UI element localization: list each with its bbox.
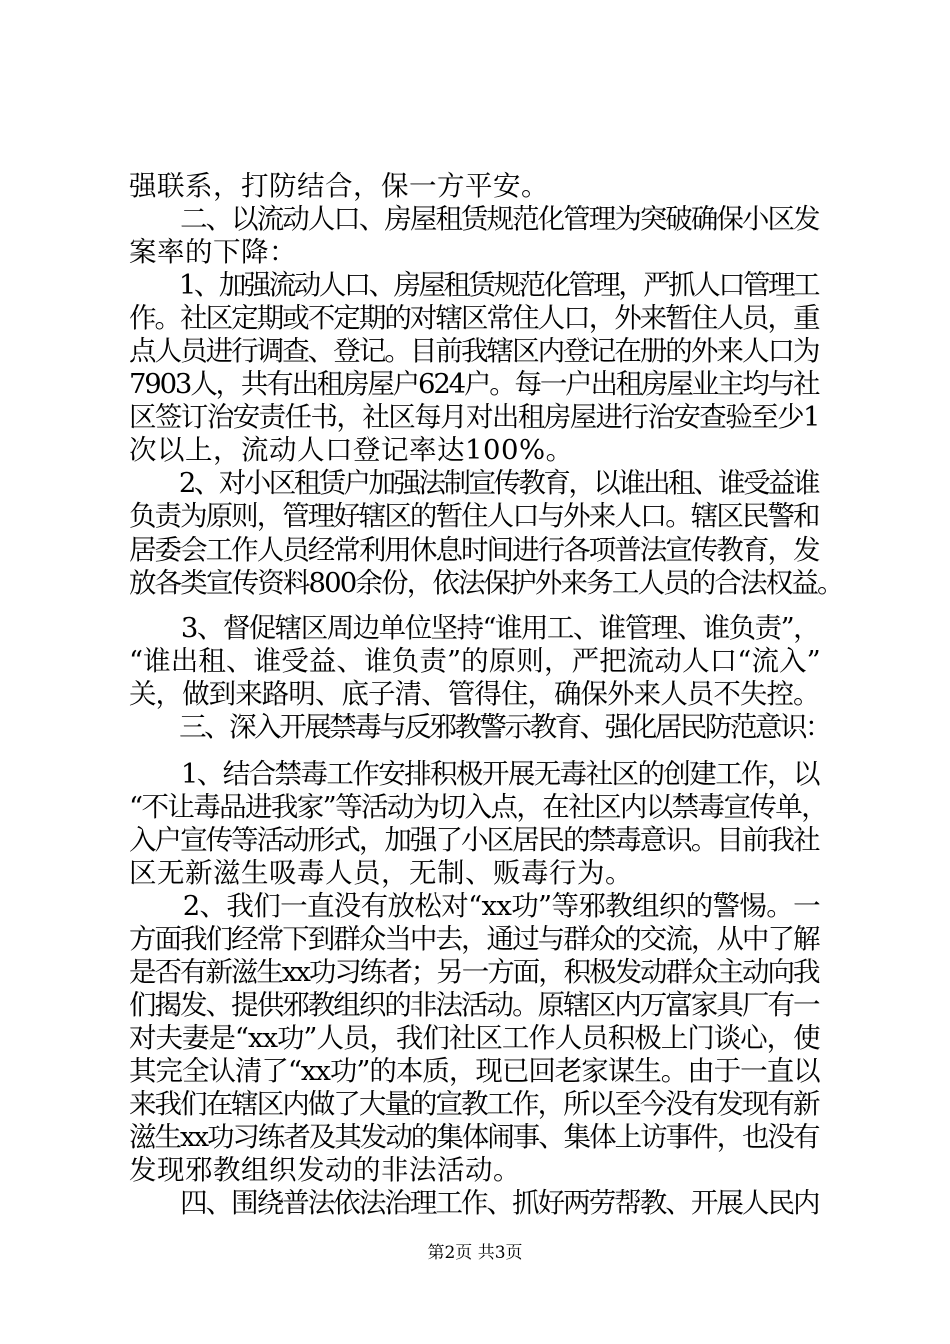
text-line: 次以上，流动人口登记率达100%。 <box>129 434 574 466</box>
text-line: 3、督促辖区周边单位坚持“谁用工、谁管理、谁负责”， <box>129 612 820 644</box>
text-line: 对夫妻是“xx功”人员，我们社区工作人员积极上门谈心，使 <box>129 1022 820 1054</box>
text-line: 滋生xx功习练者及其发动的集体闹事、集体上访事件，也没有 <box>129 1121 819 1153</box>
text-line: 点人员进行调查、登记。目前我辖区内登记在册的外来人口为 <box>129 335 819 367</box>
text-line: 7903人，共有出租房屋户624户。每一户出租房屋业主均与社 <box>129 368 819 400</box>
text-line: 关，做到来路明、底子清、管得住，确保外来人员不失控。 <box>129 678 820 710</box>
text-line: 居委会工作人员经常利用休息时间进行各项普法宣传教育，发 <box>129 534 819 566</box>
text-line: 入户宣传等活动形式，加强了小区居民的禁毒意识。目前我社 <box>129 824 819 856</box>
text-line: 1、加强流动人口、房屋租赁规范化管理，严抓人口管理工 <box>129 269 818 301</box>
text-line: 发现邪教组织发动的非法活动。 <box>129 1154 521 1186</box>
text-line: 四、围绕普法依法治理工作、抓好两劳帮教、开展人民内 <box>129 1187 819 1219</box>
text-line: 三、深入开展禁毒与反邪教警示教育、强化居民防范意识： <box>129 711 831 743</box>
page-footer: 第2页 共3页 <box>427 1243 523 1263</box>
text-line: 作。社区定期或不定期的对辖区常住人口，外来暂住人员，重 <box>129 302 819 334</box>
text-line: 案率的下降： <box>129 236 297 268</box>
text-line: 1、结合禁毒工作安排积极开展无毒社区的创建工作，以 <box>129 758 819 790</box>
text-line: 二、以流动人口、房屋租赁规范化管理为突破确保小区发 <box>129 203 819 235</box>
text-line: 方面我们经常下到群众当中去，通过与群众的交流，从中了解 <box>129 923 819 955</box>
text-line: 负责为原则，管理好辖区的暂住人口与外来人口。辖区民警和 <box>129 500 819 532</box>
text-line: 来我们在辖区内做了大量的宣教工作，所以至今没有发现有新 <box>129 1088 819 1120</box>
text-line: 放各类宣传资料800余份，依法保护外来务工人员的合法权益。 <box>129 567 843 599</box>
text-line: 们揭发、提供邪教组织的非法活动。原辖区内万富家具厂有一 <box>129 989 819 1021</box>
text-line: 其完全认清了“xx功”的本质，现已回老家谋生。由于一直以 <box>129 1055 820 1087</box>
text-line: 2、我们一直没有放松对“xx功”等邪教组织的警惕。一 <box>129 890 820 922</box>
text-line: “谁出租、谁受益、谁负责”的原则，严把流动人口“流入” <box>129 645 821 677</box>
text-line: 强联系，打防结合，保一方平安。 <box>129 170 549 202</box>
text-line: 区无新滋生吸毒人员，无制、贩毒行为。 <box>129 857 633 889</box>
text-line: 区签订治安责任书，社区每月对出租房屋进行治安查验至少1 <box>129 401 819 433</box>
text-line: “不让毒品进我家”等活动为切入点，在社区内以禁毒宣传单， <box>129 791 828 823</box>
text-line: 2、对小区租赁户加强法制宣传教育，以谁出租、谁受益谁 <box>129 467 818 499</box>
text-line: 是否有新滋生xx功习练者；另一方面，积极发动群众主动向我 <box>129 956 819 988</box>
